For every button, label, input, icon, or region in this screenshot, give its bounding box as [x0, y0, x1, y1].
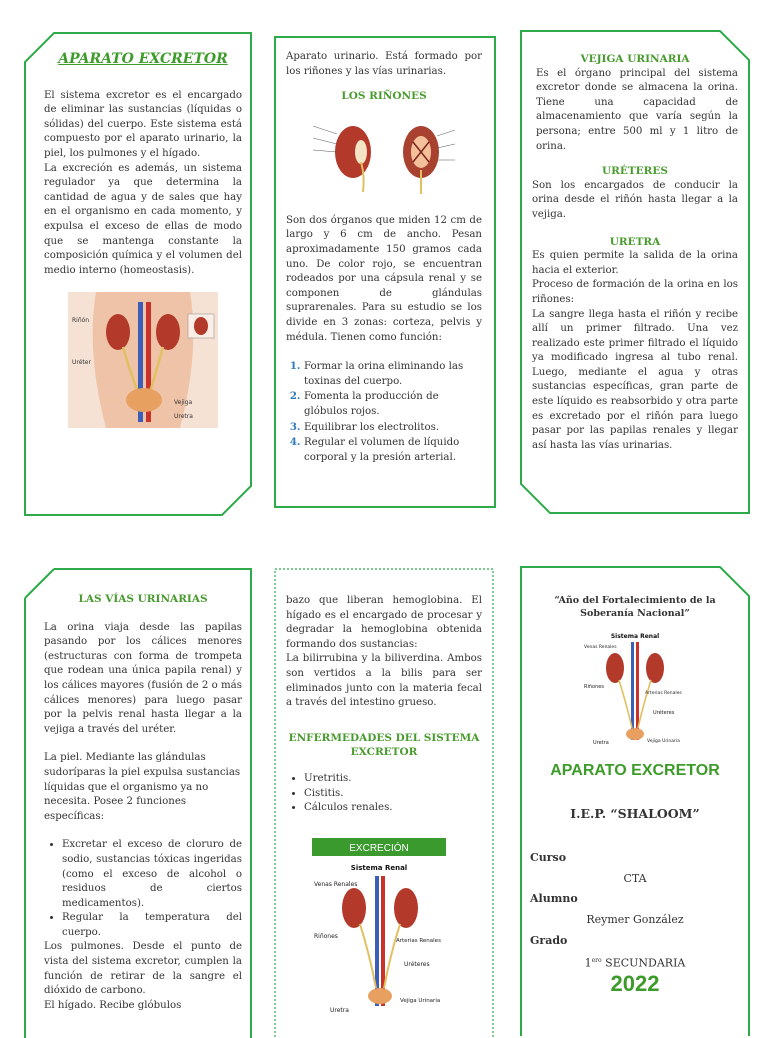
label-vejiga: Vejiga: [174, 399, 193, 407]
lungs-paragraph: Los pulmones. Desde el punto de vista del sistema excretor, cumplen la función de retirar de la sangre el dióxido de carbono.: [44, 941, 242, 997]
label-vejiga-urinaria: Vejiga Urinaria: [400, 997, 441, 1004]
grado-label: Grado: [530, 933, 568, 947]
list-item: 3. Equilibrar los electrolitos.: [304, 420, 482, 436]
liver-paragraph: El hígado. Recibe glóbulos: [44, 999, 182, 1011]
list-item: • Cistitis.: [304, 787, 482, 802]
liver-continued-paragraph: bazo que liberan hemoglobina. El hígado es el encargado de procesar y degradar la hemoglobina obtenida formando dos sustancias:: [286, 595, 482, 650]
grado-suffix: ero: [591, 957, 602, 965]
bilirubin-paragraph: La bilirrubina y la biliverdina. Ambos son vertidos a la bilis para ser eliminados junto con la materia fecal a través del intestino grueso.: [286, 653, 482, 709]
bladder-paragraph: Es el órgano principal del sistema excretor donde se almacena la orina. Tiene una capacidad de almacenamiento que varía según la persona; entre 500 ml y 1 litro de orina.: [536, 67, 738, 152]
panel-rinones: [274, 36, 496, 508]
cover-title: APARATO EXCRETOR: [550, 762, 720, 779]
process-paragraph: La sangre llega hasta el riñón y recibe allí un primer filtrado. Una vez realizado este primer filtrado el líquido ya modificado ingresa al tubo renal. Luego, mediante el agua y otras sustancias específicas, gran parte de este líquido es reabsorbido y otra parte es excretado por el riñón para luego pasar por las papilas renales y llegar así hasta las vías urinarias.: [532, 308, 738, 451]
label-arterias-renales: Arterias Renales: [396, 937, 441, 944]
intro-paragraph: El sistema excretor es el encargado de eliminar las sustancias (líquidas o sólidas) del cuerpo. Este sistema está compuesto por el aparato urinario, la piel, los pulmones y el hígado.: [44, 89, 242, 159]
list-item: 1. Formar la orina eliminando las toxinas del cuerpo.: [304, 359, 482, 389]
image-banner: EXCRECIÓN: [349, 842, 409, 854]
label-ureter: Uréter: [72, 359, 91, 367]
panel-vias-urinarias: [24, 568, 252, 1024]
list-item: • Excretar el exceso de cloruro de sodio, sustancias tóxicas ingeridas (como el exceso de alcohol o residuos de ciertos medicamentos).: [62, 838, 242, 911]
section-heading: LOS RIÑONES: [341, 90, 427, 103]
year-motto: “Año del Fortalecimiento de la Soberanía Nacional”: [554, 595, 716, 619]
alumno-value: Reymer González: [586, 912, 684, 926]
label-venas-renales: Venas Renales: [314, 880, 358, 888]
label-uretra: Uretra: [593, 740, 609, 746]
ureters-paragraph: Son los encargados de conducir la orina desde el riñón hasta llegar a la vejiga.: [532, 179, 738, 220]
label-arterias-renales: Arterias Renales: [645, 691, 682, 696]
panel-aparato-excretor: [24, 32, 252, 516]
renal-system-illustration: [583, 628, 687, 748]
skin-functions-list: [44, 838, 242, 940]
school-name: I.E.P. “SHALOOM”: [570, 805, 700, 821]
grado-value: [530, 954, 740, 971]
label-ureteres: Uréteres: [653, 710, 675, 716]
kidneys-illustration: [309, 112, 459, 198]
urethra-paragraph: Es quien permite la salida de la orina hacia el exterior.: [532, 250, 738, 276]
excretion-renal-system-illustration: [312, 838, 446, 1018]
curso-value: CTA: [623, 871, 647, 885]
list-item: 2. Fomenta la producción de glóbulos rojos.: [304, 389, 482, 419]
list-item: • Uretritis.: [304, 772, 482, 787]
label-rinones: Riñones: [584, 684, 604, 690]
label-uretra: Uretra: [174, 413, 193, 421]
grado-number: 1: [584, 956, 592, 970]
section-heading: URÉTERES: [601, 165, 668, 178]
label-rinones: Riñones: [314, 932, 338, 940]
diseases-list: [286, 772, 482, 816]
kidneys-paragraph: Son dos órganos que miden 12 cm de largo y 6 cm de ancho. Pesan aproximadamente 150 gramos cada uno. De color rojo, se encuentran rodeados por una cápsula renal y se componen de glándulas suprarenales. Para su estudio se los divide en 3 zonas: corteza, pelvis y médula. Tienen como función:: [286, 214, 482, 343]
panel-vejiga: [520, 30, 750, 514]
panel-cover: [520, 566, 750, 1024]
process-intro: Proceso de formación de la orina en los riñones:: [532, 279, 738, 305]
curso-label: Curso: [530, 851, 567, 865]
label-venas-renales: Venas Renales: [584, 645, 617, 650]
image-subtitle: Sistema Renal: [350, 863, 408, 872]
list-item: 4. Regular el volumen de líquido corporal y la presión arterial.: [304, 435, 482, 465]
cover-year: 2022: [610, 971, 660, 997]
functions-list: [286, 359, 482, 465]
panel-enfermedades: [274, 568, 494, 1024]
alumno-label: Alumno: [530, 892, 578, 906]
image-subtitle: Sistema Renal: [610, 633, 660, 640]
label-uretra: Uretra: [330, 1006, 349, 1014]
list-item: • Cálculos renales.: [304, 801, 482, 816]
list-item: • Regular la temperatura del cuerpo.: [62, 911, 242, 940]
label-vejiga-urinaria: Vejiga Urinaria: [647, 739, 680, 744]
section-heading: LAS VÍAS URINARIAS: [78, 593, 208, 605]
section-heading: VEJIGA URINARIA: [580, 53, 690, 65]
panel-title: APARATO EXCRETOR: [58, 51, 228, 67]
skin-paragraph: La piel. Mediante las glándulas sudoríparas la piel expulsa sustancias líquidas que el organismo ya no necesita. Posee 2 funciones específicas:: [44, 752, 241, 822]
label-ureteres: Uréteres: [404, 960, 430, 968]
grado-level: SECUNDARIA: [605, 956, 686, 970]
label-rinon: Riñón: [72, 317, 90, 325]
section-heading: URETRA: [609, 235, 661, 248]
section-heading: ENFERMEDADES DEL SISTEMA EXCRETOR: [288, 731, 480, 759]
regulation-paragraph: La excreción es además, un sistema regulador ya que determina la cantidad de agua y de sales que hay en el organismo en cada momento, y expulsa el exceso de ellas de modo que se mantenga constante la composición química y el volumen del medio interno (homeostasis).: [44, 162, 242, 276]
intro-paragraph: Aparato urinario. Está formado por los riñones y las vías urinarias.: [286, 51, 482, 77]
urinary-tract-paragraph: La orina viaja desde las papilas pasando por los cálices menores (estructuras con forma de trompeta que rodean una única papila renal) y los cálices mayores (fusión de 2 o más cálices menores) para luego pasar por la pelvis renal hasta llegar a la vejiga a través del uréter.: [44, 621, 242, 735]
urinary-system-illustration: [68, 292, 218, 428]
